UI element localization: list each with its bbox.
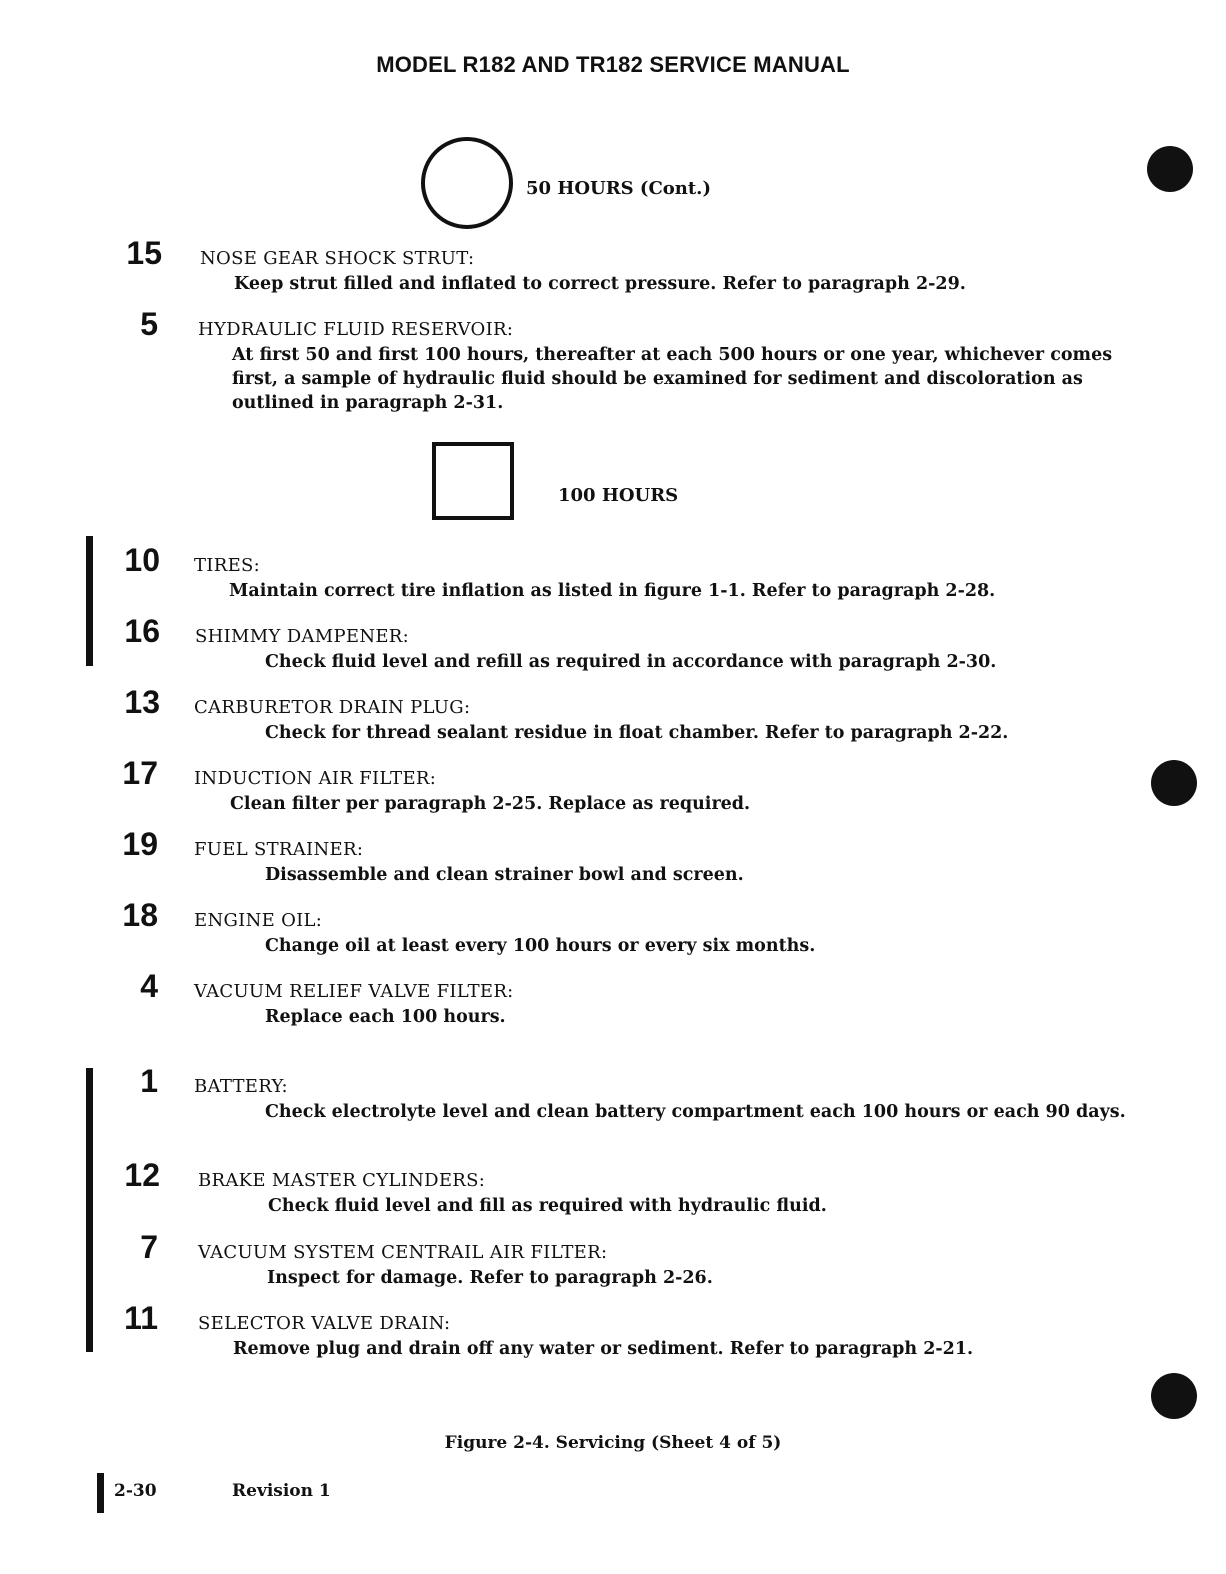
binder-hole-icon <box>1151 1373 1197 1419</box>
item-heading: SELECTOR VALVE DRAIN: <box>198 1313 451 1334</box>
item-number: 13 <box>124 684 160 720</box>
hundred-hour-square-icon <box>432 442 514 520</box>
revision-change-bar <box>97 1473 104 1513</box>
item-number: 5 <box>140 306 158 342</box>
fifty-hour-circle-icon <box>421 137 513 229</box>
service-item <box>0 827 1226 887</box>
page-title: MODEL R182 AND TR182 SERVICE MANUAL <box>376 52 850 77</box>
item-heading: ENGINE OIL: <box>194 910 323 931</box>
item-description: Keep strut filled and inflated to correct pressure. Refer to paragraph 2-29. <box>234 274 966 294</box>
item-number: 10 <box>124 542 160 578</box>
service-item <box>0 969 1226 1029</box>
service-item <box>0 543 1226 603</box>
item-heading: BRAKE MASTER CYLINDERS: <box>198 1170 486 1191</box>
item-heading: VACUUM RELIEF VALVE FILTER: <box>194 981 514 1002</box>
service-item <box>0 1230 1226 1290</box>
item-number: 4 <box>140 968 158 1004</box>
item-description: Replace each 100 hours. <box>265 1007 506 1027</box>
item-description: Disassemble and clean strainer bowl and screen. <box>265 865 744 885</box>
item-number: 16 <box>124 613 160 649</box>
item-heading: FUEL STRAINER: <box>194 839 364 860</box>
item-description: Remove plug and drain off any water or sediment. Refer to paragraph 2-21. <box>233 1339 974 1359</box>
item-number: 19 <box>122 826 158 862</box>
service-item <box>0 1301 1226 1361</box>
item-description: At first 50 and first 100 hours, thereafter at each 500 hours or one year, whichever comes first, a sample of hydraulic fluid should be examined for sediment and discoloration as outlined in paragraph 2-31. <box>232 345 1113 413</box>
item-heading: BATTERY: <box>194 1076 288 1097</box>
service-item <box>0 898 1226 958</box>
item-description: Check fluid level and refill as required in accordance with paragraph 2-30. <box>265 652 997 672</box>
item-number: 1 <box>140 1063 158 1099</box>
hundred-hours-label: 100 HOURS <box>558 485 679 506</box>
figure-caption: Figure 2-4. Servicing (Sheet 4 of 5) <box>444 1433 782 1453</box>
service-item <box>0 236 1226 296</box>
item-number: 15 <box>126 235 162 271</box>
service-item <box>0 756 1226 816</box>
service-item <box>0 306 1226 413</box>
item-number: 7 <box>140 1229 158 1265</box>
item-description: Clean filter per paragraph 2-25. Replace as required. <box>230 794 751 814</box>
item-description: Check for thread sealant residue in float chamber. Refer to paragraph 2-22. <box>265 723 1009 743</box>
item-heading: TIRES: <box>194 555 261 576</box>
item-heading: SHIMMY DAMPENER: <box>195 626 410 647</box>
item-heading: INDUCTION AIR FILTER: <box>194 768 437 789</box>
page-number: 2-30 <box>114 1481 157 1501</box>
service-item <box>0 685 1226 745</box>
item-description: Check electrolyte level and clean battery compartment each 100 hours or each 90 days. <box>265 1102 1126 1122</box>
item-heading: HYDRAULIC FLUID RESERVOIR: <box>198 319 514 340</box>
item-number: 12 <box>124 1157 160 1193</box>
item-heading: CARBURETOR DRAIN PLUG: <box>194 697 471 718</box>
item-description: Change oil at least every 100 hours or every six months. <box>265 936 816 956</box>
binder-hole-icon <box>1147 146 1193 192</box>
service-item <box>0 614 1226 674</box>
item-heading: VACUUM SYSTEM CENTRAIL AIR FILTER: <box>198 1242 608 1263</box>
fifty-hours-label: 50 HOURS (Cont.) <box>526 178 711 199</box>
service-item <box>0 1158 1226 1218</box>
item-description: Inspect for damage. Refer to paragraph 2-26. <box>267 1268 713 1288</box>
revision-label: Revision 1 <box>232 1481 331 1501</box>
item-heading: NOSE GEAR SHOCK STRUT: <box>200 248 475 269</box>
service-item <box>0 1064 1226 1124</box>
item-number: 18 <box>122 897 158 933</box>
item-description: Maintain correct tire inflation as listed in figure 1-1. Refer to paragraph 2-28. <box>229 581 996 601</box>
item-number: 11 <box>124 1300 158 1336</box>
item-number: 17 <box>122 755 158 791</box>
item-description: Check fluid level and fill as required with hydraulic fluid. <box>268 1196 827 1216</box>
